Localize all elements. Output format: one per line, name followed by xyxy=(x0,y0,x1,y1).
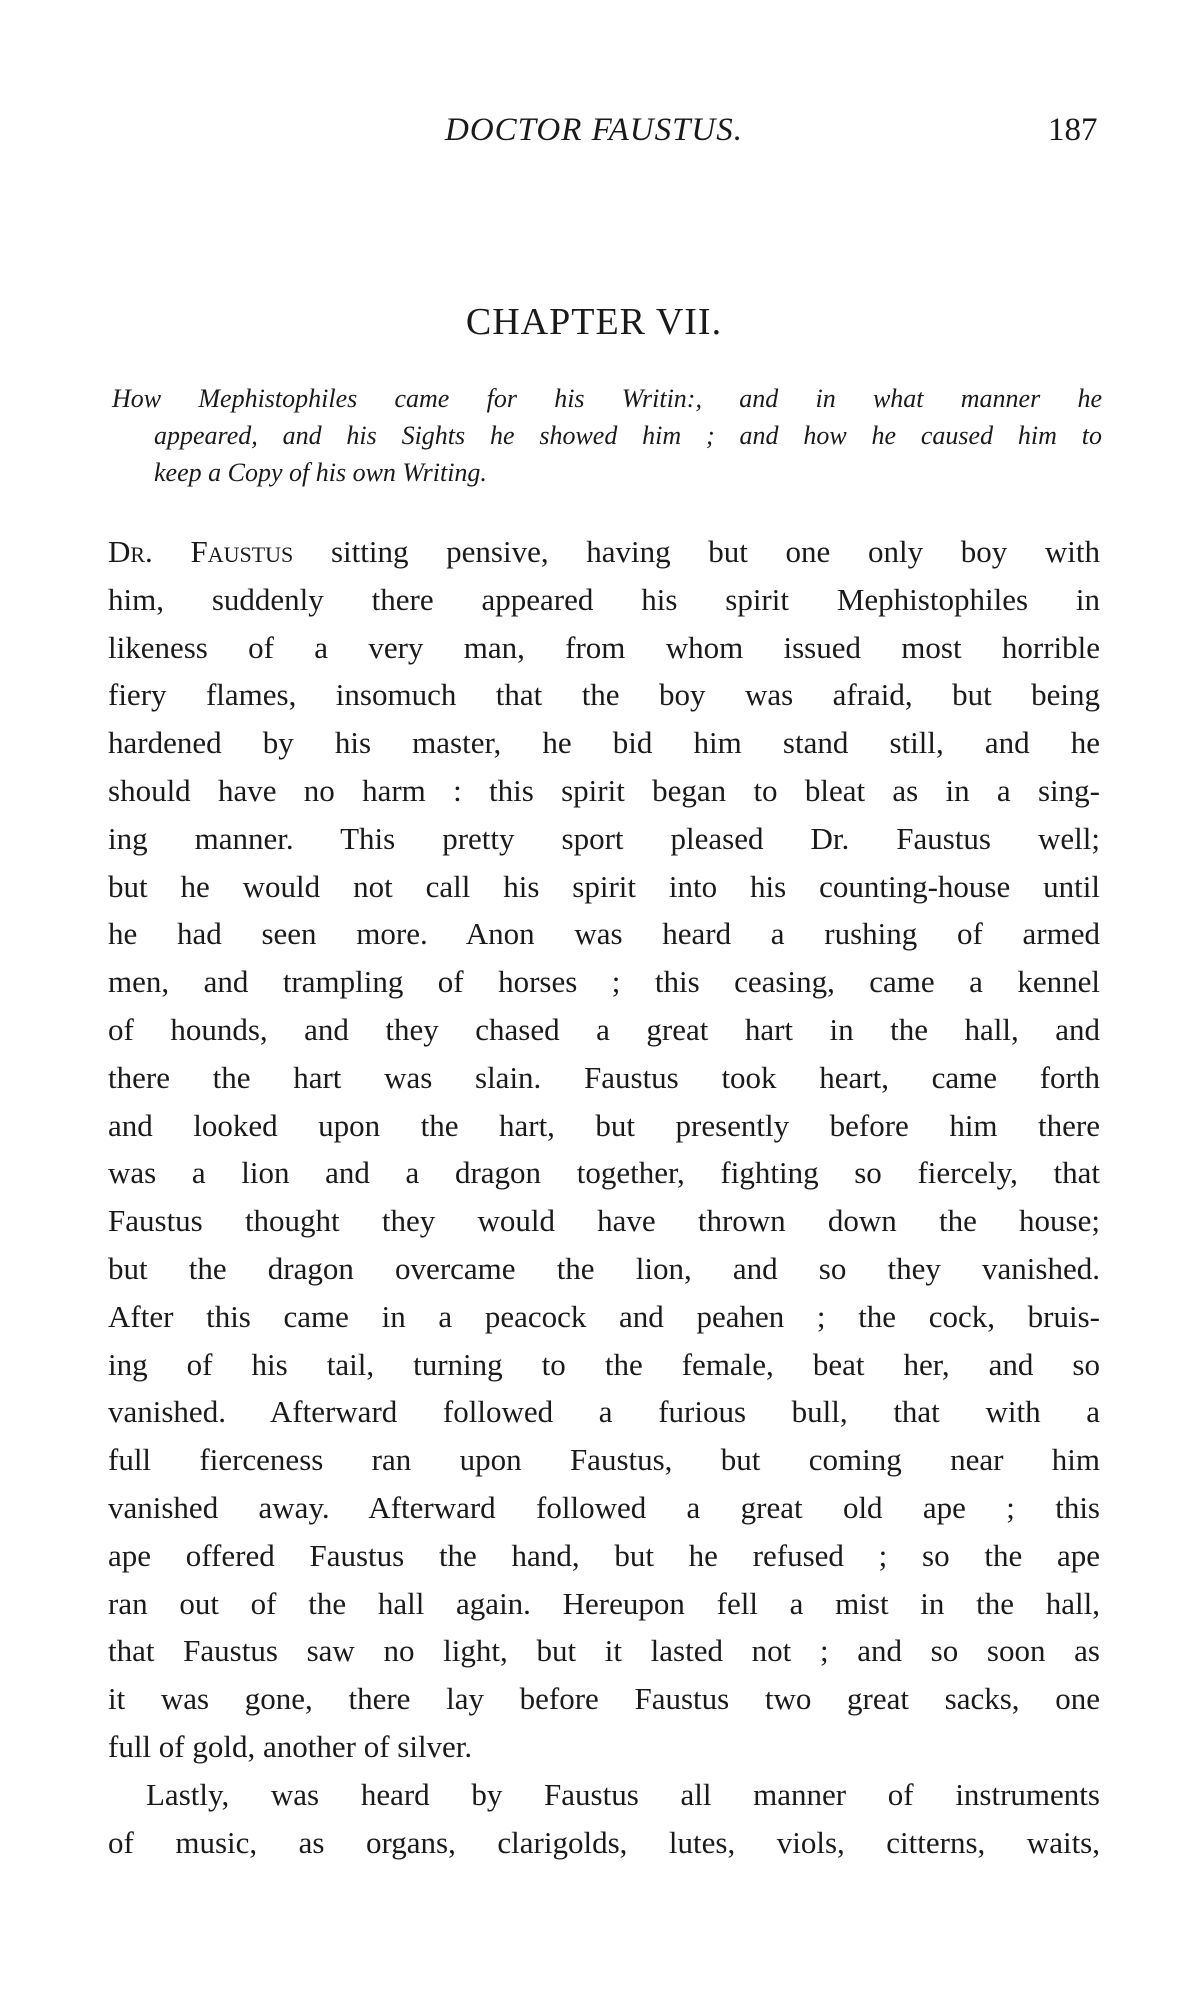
text-line: likeness of a very man, from whom issued most horrible xyxy=(108,629,1100,665)
text-line: there the hart was slain. Faustus took heart, came forth xyxy=(108,1059,1100,1095)
synopsis-line: appeared, and his Sights he showed him ; and how he caused him to xyxy=(154,421,1102,450)
text-line: it was gone, there lay before Faustus two great sacks, one xyxy=(108,1681,1100,1717)
paragraph-lead: Dr. Faustus xyxy=(108,534,294,569)
text-line: was a lion and a dragon together, fighting so fiercely, that xyxy=(108,1155,1100,1191)
running-head xyxy=(0,112,1188,162)
text-line: ing manner. This pretty sport pleased Dr. Faustus well; xyxy=(108,820,1100,856)
text-line: but he would not call his spirit into his counting-house until xyxy=(108,868,1100,904)
chapter-synopsis xyxy=(112,380,1102,491)
text-line: vanished away. Afterward followed a great old ape ; this xyxy=(108,1489,1100,1525)
text-line: and looked upon the hart, but presently before him there xyxy=(108,1107,1100,1143)
body-text xyxy=(108,528,1100,1866)
text-line: should have no harm : this spirit began to bleat as in a sing- xyxy=(108,772,1100,808)
text-line: ape offered Faustus the hand, but he refused ; so the ape xyxy=(108,1537,1100,1573)
text-line: ing of his tail, turning to the female, beat her, and so xyxy=(108,1346,1100,1382)
text-line: he had seen more. Anon was heard a rushing of armed xyxy=(108,916,1100,952)
text-line: full fierceness ran upon Faustus, but coming near him xyxy=(108,1442,1100,1478)
running-title: DOCTOR FAUSTUS. xyxy=(445,112,743,148)
text-line: Lastly, was heard by Faustus all manner of instruments xyxy=(146,1776,1100,1812)
synopsis-line: keep a Copy of his own Writing. xyxy=(154,458,487,487)
text-line: full of gold, another of silver. xyxy=(108,1728,473,1764)
first-line-text: sitting pensive, having but one only boy with xyxy=(293,534,1101,569)
text-line: ran out of the hall again. Hereupon fell a mist in the hall, xyxy=(108,1585,1100,1621)
text-line: but the dragon overcame the lion, and so they vanished. xyxy=(108,1250,1100,1286)
text-line: of music, as organs, clarigolds, lutes, viols, citterns, waits, xyxy=(108,1824,1100,1860)
page-number: 187 xyxy=(1048,112,1098,148)
chapter-heading: CHAPTER VII. xyxy=(465,301,723,343)
text-line: of hounds, and they chased a great hart in the hall, and xyxy=(108,1011,1100,1047)
text-line: hardened by his master, he bid him stand still, and he xyxy=(108,725,1100,761)
text-line: vanished. Afterward followed a furious bull, that with a xyxy=(108,1394,1100,1430)
text-line: that Faustus saw no light, but it lasted not ; and so soon as xyxy=(108,1633,1100,1669)
text-line: him, suddenly there appeared his spirit Mephistophiles in xyxy=(108,581,1100,617)
text-line: fiery flames, insomuch that the boy was afraid, but being xyxy=(108,677,1100,713)
text-line: After this came in a peacock and peahen ; the cock, bruis- xyxy=(108,1298,1100,1334)
text-line: Faustus thought they would have thrown down the house; xyxy=(108,1203,1100,1239)
text-line: men, and trampling of horses ; this ceasing, came a kennel xyxy=(108,964,1100,1000)
paragraph-first-line xyxy=(108,528,1100,576)
synopsis-line: How Mephistophiles came for his Writin:, and in what manner he xyxy=(112,384,1102,413)
